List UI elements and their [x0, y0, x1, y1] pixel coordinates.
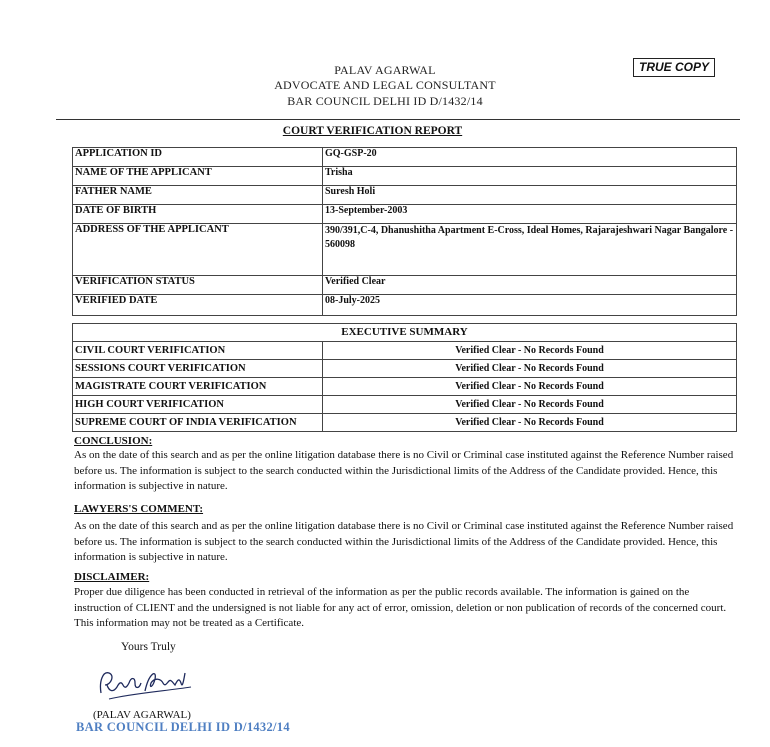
row-value: 08-July-2025	[323, 295, 737, 316]
report-title: COURT VERIFICATION REPORT	[282, 125, 463, 137]
applicant-details-table	[72, 147, 737, 316]
row-value: Verified Clear - No Records Found	[323, 342, 737, 360]
table-row	[73, 295, 737, 316]
header-divider	[56, 119, 740, 120]
row-label: ADDRESS OF THE APPLICANT	[73, 224, 323, 276]
table-row	[73, 167, 737, 186]
table-row	[73, 186, 737, 205]
row-label: MAGISTRATE COURT VERIFICATION	[73, 378, 323, 396]
row-label: CIVIL COURT VERIFICATION	[73, 342, 323, 360]
summary-heading: EXECUTIVE SUMMARY	[73, 324, 737, 342]
row-value: 13-September-2003	[323, 205, 737, 224]
table-row	[73, 224, 737, 276]
row-value: 390/391,C-4, Dhanushitha Apartment E-Cross, Ideal Homes, Rajarajeshwari Nagar Bangalore - 560098	[323, 224, 737, 276]
table-row	[73, 342, 737, 360]
row-value: Verified Clear - No Records Found	[323, 414, 737, 432]
row-value: Verified Clear	[323, 276, 737, 295]
row-value: Verified Clear - No Records Found	[323, 378, 737, 396]
advocate-name: PALAV AGARWAL	[334, 63, 436, 77]
row-label: HIGH COURT VERIFICATION	[73, 396, 323, 414]
row-label: APPLICATION ID	[73, 148, 323, 167]
closing-text: Yours Truly	[121, 641, 176, 653]
executive-summary-table	[72, 323, 737, 432]
row-value: Suresh Holi	[323, 186, 737, 205]
true-copy-stamp: TRUE COPY	[633, 58, 715, 77]
advocate-title: ADVOCATE AND LEGAL CONSULTANT	[274, 78, 496, 92]
table-row	[73, 148, 737, 167]
table-row	[73, 414, 737, 432]
table-row	[73, 396, 737, 414]
row-value: Verified Clear - No Records Found	[323, 396, 737, 414]
row-label: VERIFICATION STATUS	[73, 276, 323, 295]
row-label: SUPREME COURT OF INDIA VERIFICATION	[73, 414, 323, 432]
disclaimer-heading: DISCLAIMER:	[74, 571, 150, 583]
row-label: SESSIONS COURT VERIFICATION	[73, 360, 323, 378]
table-header-row	[73, 324, 737, 342]
advocate-bar-id: BAR COUNCIL DELHI ID D/1432/14	[287, 94, 483, 108]
lawyers-comment-heading: LAWYERS'S COMMENT:	[74, 503, 204, 515]
disclaimer-text: Proper due diligence has been conducted in retrieval of the information as per the public records available. The information is gained on the instruction of CLIENT and the undersigned is not liable for any act of error, omission, deletion or non publication of records of the concerned court. This information may not be treated as a Certificate.	[74, 586, 727, 630]
signatory-name: (PALAV AGARWAL)	[93, 709, 191, 721]
row-value: Verified Clear - No Records Found	[323, 360, 737, 378]
signatory-bar-id: BAR COUNCIL DELHI ID D/1432/14	[76, 720, 290, 734]
table-row	[73, 205, 737, 224]
table-row	[73, 378, 737, 396]
row-value: Trisha	[323, 167, 737, 186]
row-label: DATE OF BIRTH	[73, 205, 323, 224]
row-label: FATHER NAME	[73, 186, 323, 205]
table-row	[73, 276, 737, 295]
row-label: VERIFIED DATE	[73, 295, 323, 316]
conclusion-heading: CONCLUSION:	[74, 435, 153, 447]
conclusion-text: As on the date of this search and as per the online litigation database there is no Civil or Criminal case instituted against the Reference Number raised before us. The information is subject to the search conducted within the Jurisdictional limits of the Address of the Candidate provided. Hence, this information is subjective in nature.	[74, 449, 734, 493]
row-label: NAME OF THE APPLICANT	[73, 167, 323, 186]
signature-image	[95, 663, 195, 703]
lawyers-comment-text: As on the date of this search and as per the online litigation database there is no Civil or Criminal case instituted against the Reference Number raised before us. The information is subject to the search conducted within the Jurisdictional limits of the Address of the Candidate provided. Hence, this information is subjective in nature.	[74, 520, 734, 564]
row-value: GQ-GSP-20	[323, 148, 737, 167]
table-row	[73, 360, 737, 378]
